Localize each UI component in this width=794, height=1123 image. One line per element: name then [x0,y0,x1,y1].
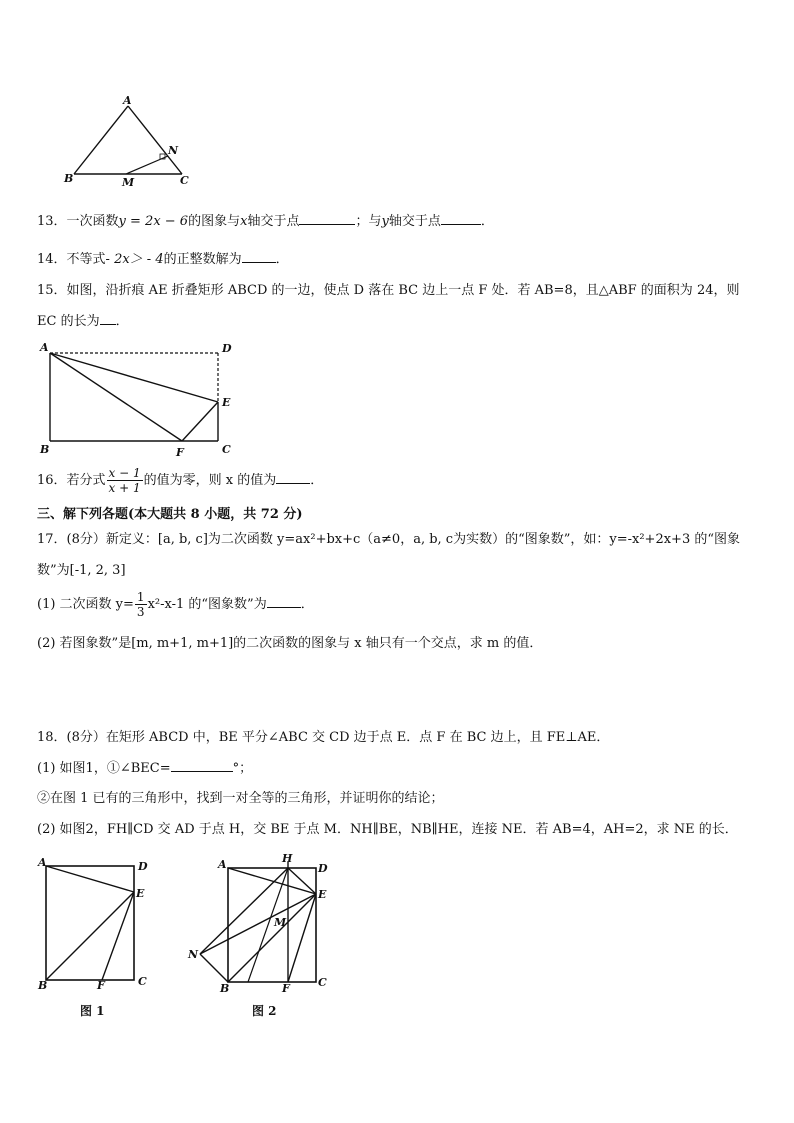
answer-blank[interactable] [267,595,301,608]
label-M: M [122,176,135,189]
label-C: C [138,975,147,988]
label-D: D [138,860,148,873]
question-15-line-2: EC 的长为 ． [37,314,129,329]
question-17-part-1: (1) 二次函数 y= $\frac{1}{3}$ x²-x-1 的“图象数”为 ． [37,590,314,619]
label-M: M [274,916,287,929]
label-E: E [318,888,327,901]
fraction: $\frac{1}{3}$ [136,590,145,619]
label-F: F [97,979,105,992]
label-H: H [282,852,293,865]
function-expression: y = 2x − 6 [118,214,189,229]
question-14: 14．不等式- 2x＞ - 4的正整数解为 ． [37,252,289,267]
section-heading: 三、解下列各题(本大题共 8 小题，共 72 分) [37,507,303,522]
triangle-figure [60,92,200,192]
question-18-part-2: (2) 如图2，FH∥CD 交 AD 于点 H，交 BE 于点 M．NH∥BE，NB∥HE，连接 NE．若 AB=4，AH=2，求 NE 的长． [37,822,738,837]
inequality: - 2x＞ - 4 [105,252,164,267]
label-B: B [40,443,50,456]
answer-blank[interactable] [299,212,355,225]
label-B: B [38,979,48,992]
figure-2-caption: 图 2 [252,1004,277,1018]
label-N: N [188,948,199,961]
label-A: A [123,94,132,107]
label-A: A [218,858,227,871]
label-F: F [282,982,290,995]
label-E: E [222,396,231,409]
label-A: A [38,856,47,869]
fraction: $\frac{x - 1}{x + 1}$ [108,466,141,495]
figure-1-caption: 图 1 [80,1004,105,1018]
answer-blank[interactable] [171,759,233,772]
label-E: E [136,887,145,900]
question-17-part-2: (2) 若图象数”是[m, m+1, m+1]的二次函数的图象与 x 轴只有一个交点，求 m 的值． [37,636,543,651]
question-15-line-1: 15．如图，沿折痕 AE 折叠矩形 ABCD 的一边，使点 D 落在 BC 边上一点 F 处．若 AB=8，且△ABF 的面积为 24，则 [37,283,740,298]
label-B: B [220,982,230,995]
label-D: D [318,862,328,875]
question-18-part-1: (1) 如图1，①∠BEC= °； [37,761,253,776]
rectangle-fold-figure [34,338,244,462]
label-C: C [318,976,327,989]
label-F: F [176,446,184,459]
question-17-line-2: 数”为[-1, 2, 3] [37,563,126,578]
question-18-line-1: 18．(8分）在矩形 ABCD 中，BE 平分∠ABC 交 CD 边于点 E．点 F 在 BC 边上，且 FE⊥AE． [37,730,610,745]
question-17-line-1: 17．(8分）新定义：[a, b, c]为二次函数 y=ax²+bx+c（a≠0，a, b, c为实数）的“图象数”，如：y=-x²+2x+3 的“图象 [37,532,740,547]
label-C: C [222,443,231,456]
answer-blank[interactable] [100,312,116,325]
label-C: C [180,174,189,187]
answer-blank[interactable] [242,250,276,263]
label-A: A [40,341,49,354]
question-18-part-1-sub: ②在图 1 已有的三角形中，找到一对全等的三角形，并证明你的结论； [37,791,444,806]
answer-blank[interactable] [276,471,310,484]
label-D: D [222,342,232,355]
figure-1 [34,852,164,1022]
question-13: 13．一次函数y = 2x − 6的图象与x轴交于点 ；与y轴交于点 ． [37,214,494,229]
answer-blank[interactable] [441,212,481,225]
question-16: 16．若分式 $\frac{x - 1}{x + 1}$ 的值为零，则 x 的值为 ． [37,466,324,495]
label-B: B [64,172,74,185]
label-N: N [168,144,179,157]
figure-2 [182,852,342,1022]
